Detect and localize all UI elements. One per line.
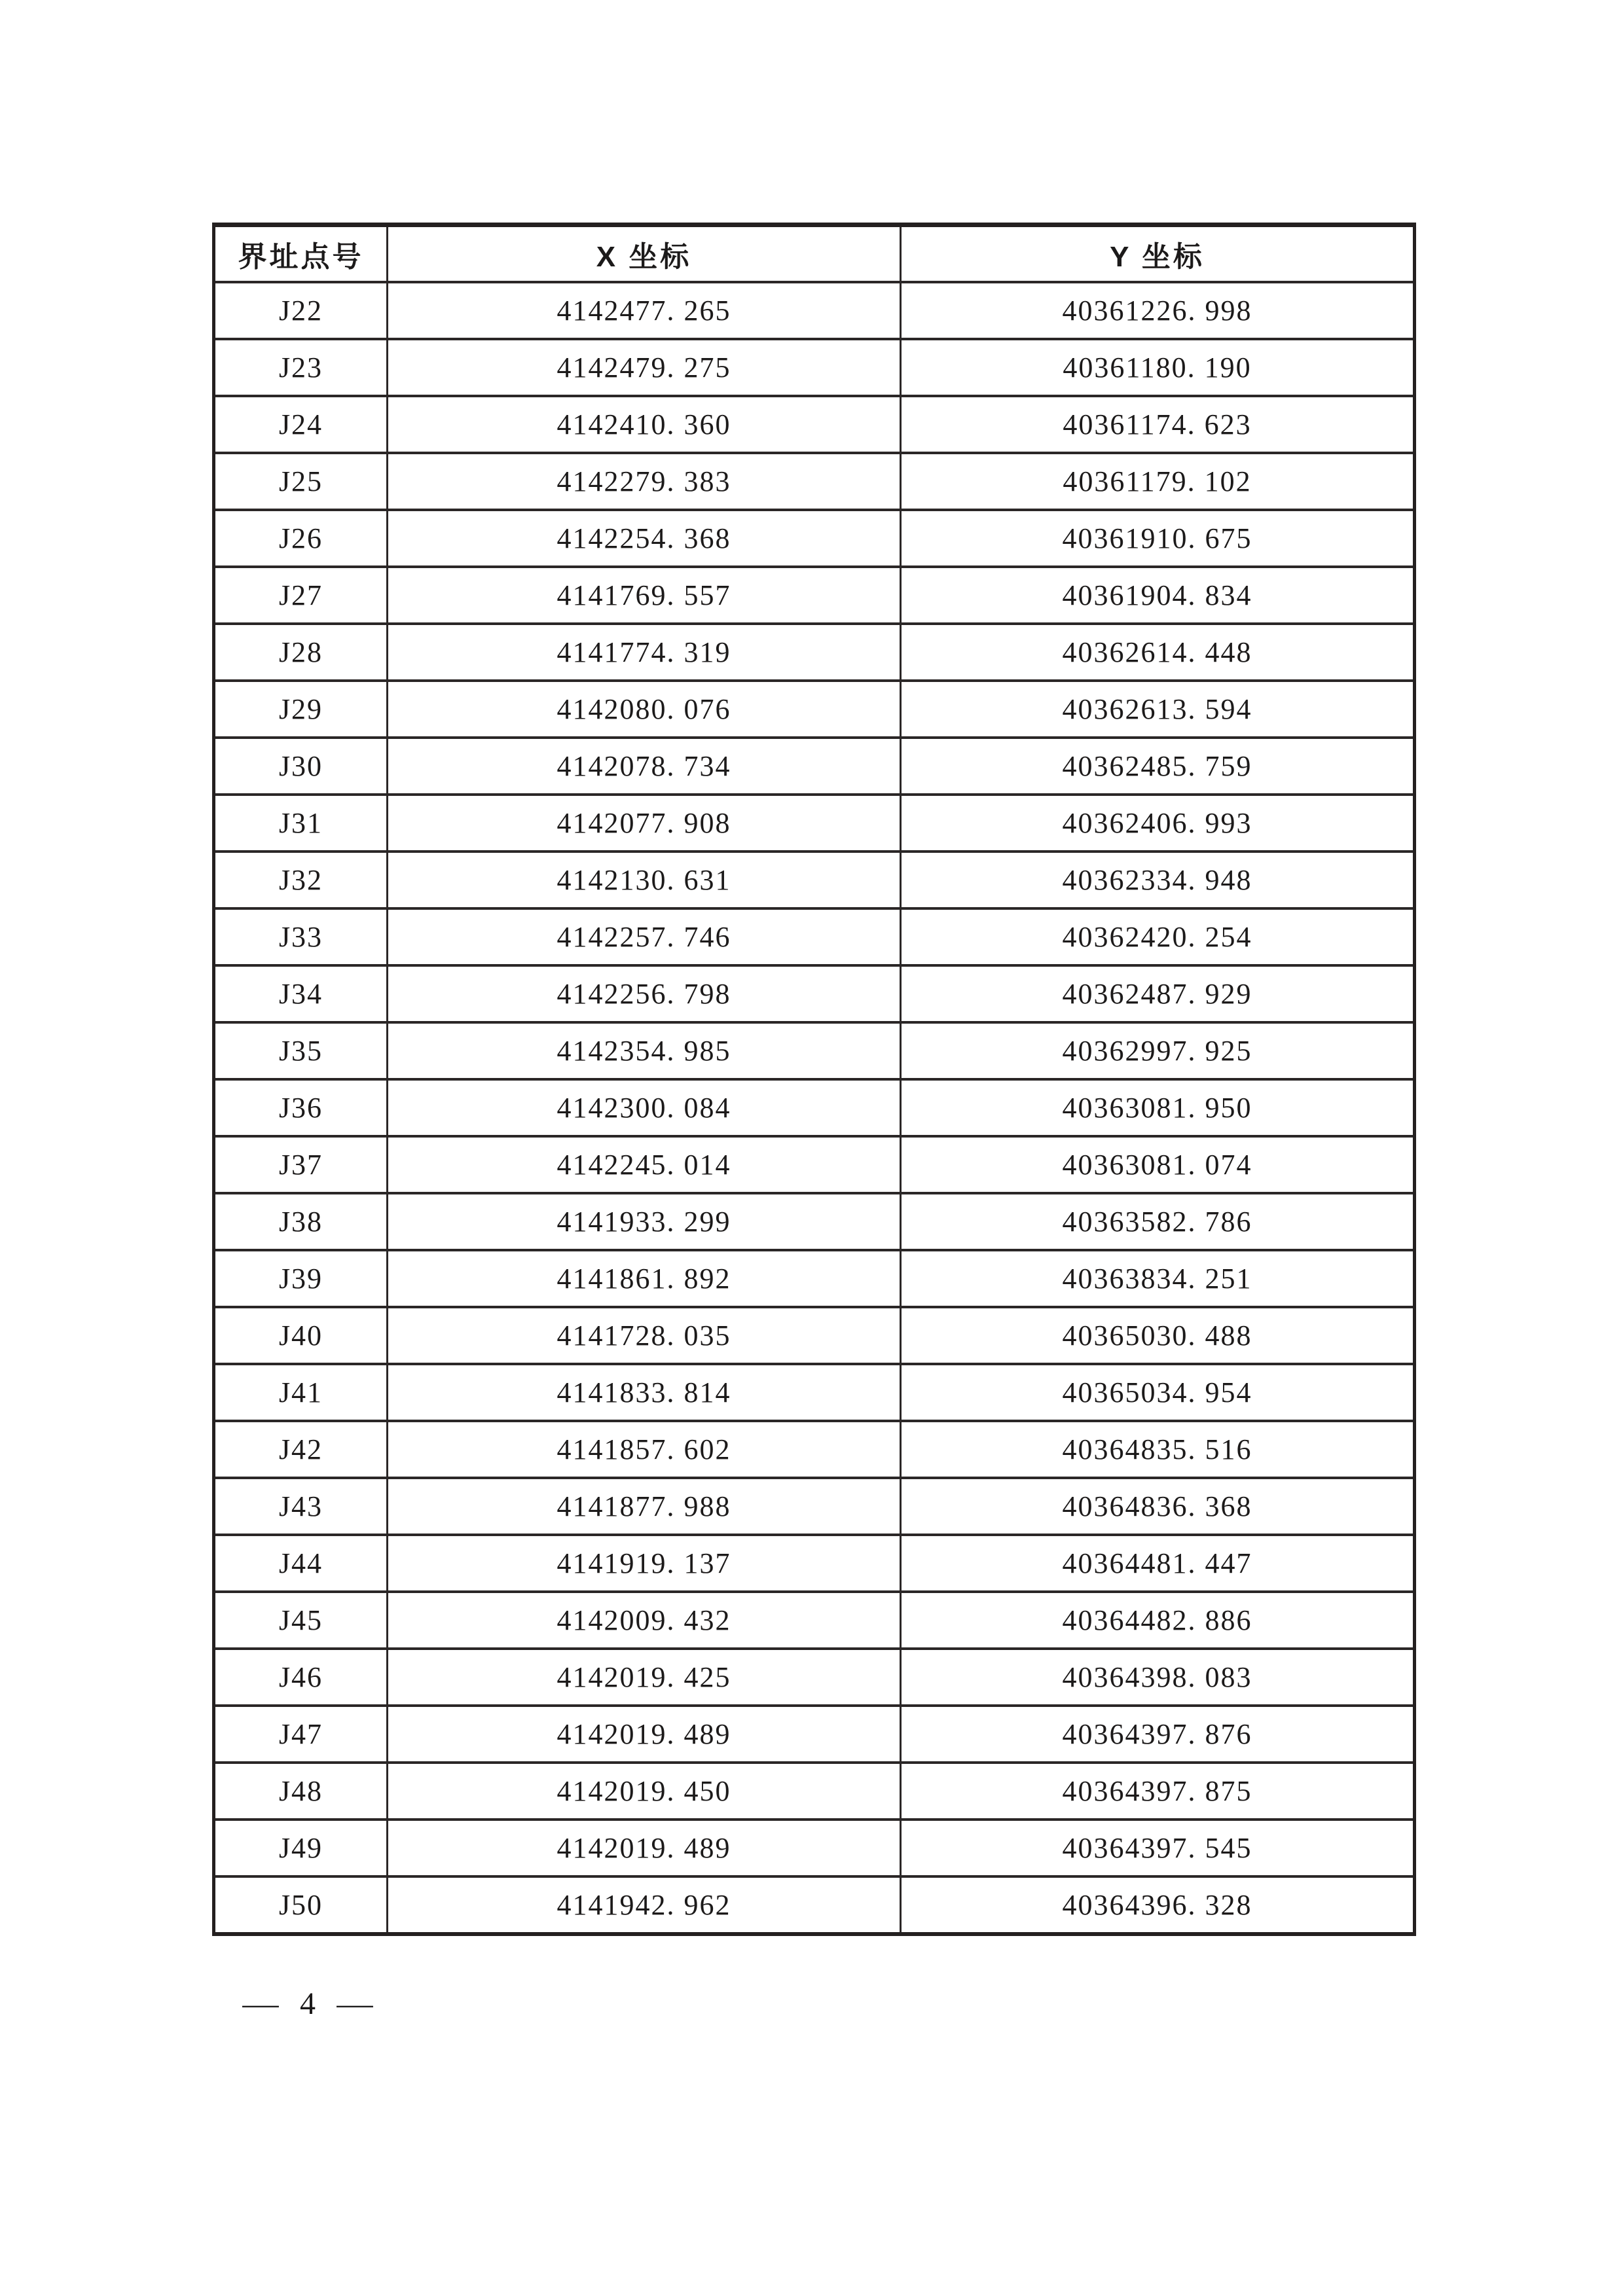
- y-coordinate-cell: 40361904. 834: [901, 567, 1415, 624]
- x-coordinate-cell: 4141877. 988: [388, 1478, 901, 1535]
- point-id-cell: J39: [214, 1250, 388, 1307]
- y-coordinate-cell: 40365034. 954: [901, 1364, 1415, 1421]
- y-coordinate-cell: 40364836. 368: [901, 1478, 1415, 1535]
- x-coordinate-cell: 4142354. 985: [388, 1022, 901, 1079]
- point-id-cell: J40: [214, 1307, 388, 1364]
- x-coordinate-cell: 4141857. 602: [388, 1421, 901, 1478]
- point-id-cell: J37: [214, 1136, 388, 1193]
- y-coordinate-cell: 40361226. 998: [901, 282, 1415, 339]
- y-coordinate-cell: 40361910. 675: [901, 510, 1415, 567]
- table-row: [214, 1876, 1415, 1934]
- point-id-cell: J41: [214, 1364, 388, 1421]
- y-coordinate-cell: 40363834. 251: [901, 1250, 1415, 1307]
- x-coordinate-cell: 4142019. 489: [388, 1820, 901, 1876]
- y-coordinate-cell: 40364397. 875: [901, 1763, 1415, 1820]
- point-id-cell: J48: [214, 1763, 388, 1820]
- point-id-cell: J42: [214, 1421, 388, 1478]
- x-coordinate-cell: 4142245. 014: [388, 1136, 901, 1193]
- y-coordinate-cell: 40362485. 759: [901, 738, 1415, 795]
- x-coordinate-cell: 4141942. 962: [388, 1876, 901, 1934]
- point-id-cell: J43: [214, 1478, 388, 1535]
- point-id-cell: J47: [214, 1706, 388, 1763]
- x-coordinate-cell: 4141728. 035: [388, 1307, 901, 1364]
- table-row: [214, 1250, 1415, 1307]
- point-id-cell: J38: [214, 1193, 388, 1250]
- footer-right-dash: —: [337, 1986, 373, 2021]
- point-id-cell: J29: [214, 681, 388, 738]
- x-coordinate-cell: 4142019. 450: [388, 1763, 901, 1820]
- table-row: [214, 510, 1415, 567]
- point-id-cell: J25: [214, 453, 388, 510]
- x-coordinate-cell: 4142254. 368: [388, 510, 901, 567]
- table-row: [214, 795, 1415, 852]
- x-coordinate-cell: 4142130. 631: [388, 852, 901, 908]
- y-coordinate-cell: 40364482. 886: [901, 1592, 1415, 1649]
- table-row: [214, 1022, 1415, 1079]
- y-coordinate-cell: 40362487. 929: [901, 965, 1415, 1022]
- table-row: [214, 1478, 1415, 1535]
- point-id-cell: J36: [214, 1079, 388, 1136]
- table-row: [214, 1421, 1415, 1478]
- y-coordinate-cell: 40364396. 328: [901, 1876, 1415, 1934]
- table-row: [214, 624, 1415, 681]
- y-coordinate-cell: 40365030. 488: [901, 1307, 1415, 1364]
- x-coordinate-cell: 4141774. 319: [388, 624, 901, 681]
- y-coordinate-cell: 40363582. 786: [901, 1193, 1415, 1250]
- y-coordinate-cell: 40362614. 448: [901, 624, 1415, 681]
- x-coordinate-cell: 4142019. 425: [388, 1649, 901, 1706]
- table-row: [214, 908, 1415, 965]
- table-row: [214, 1706, 1415, 1763]
- table-row: [214, 339, 1415, 396]
- table-row: [214, 1307, 1415, 1364]
- column-header-x-coordinate: X 坐标: [388, 225, 901, 283]
- x-coordinate-cell: 4141861. 892: [388, 1250, 901, 1307]
- point-id-cell: J46: [214, 1649, 388, 1706]
- x-coordinate-cell: 4141919. 137: [388, 1535, 901, 1592]
- x-coordinate-cell: 4142279. 383: [388, 453, 901, 510]
- x-coordinate-cell: 4142300. 084: [388, 1079, 901, 1136]
- x-coordinate-cell: 4141833. 814: [388, 1364, 901, 1421]
- x-coordinate-cell: 4142009. 432: [388, 1592, 901, 1649]
- table-row: [214, 453, 1415, 510]
- y-coordinate-cell: 40361180. 190: [901, 339, 1415, 396]
- x-coordinate-cell: 4142257. 746: [388, 908, 901, 965]
- table-row: [214, 852, 1415, 908]
- x-coordinate-cell: 4141933. 299: [388, 1193, 901, 1250]
- table-row: [214, 1193, 1415, 1250]
- point-id-cell: J49: [214, 1820, 388, 1876]
- y-coordinate-cell: 40364481. 447: [901, 1535, 1415, 1592]
- y-coordinate-cell: 40362420. 254: [901, 908, 1415, 965]
- point-id-cell: J22: [214, 282, 388, 339]
- page-footer: [242, 1986, 373, 2022]
- point-id-cell: J24: [214, 396, 388, 453]
- y-coordinate-cell: 40362334. 948: [901, 852, 1415, 908]
- x-coordinate-cell: 4142477. 265: [388, 282, 901, 339]
- y-coordinate-cell: 40363081. 950: [901, 1079, 1415, 1136]
- point-id-cell: J27: [214, 567, 388, 624]
- table-row: [214, 567, 1415, 624]
- boundary-point-coordinates-table: [212, 223, 1416, 1936]
- x-coordinate-cell: 4142019. 489: [388, 1706, 901, 1763]
- point-id-cell: J34: [214, 965, 388, 1022]
- table-row: [214, 1136, 1415, 1193]
- point-id-cell: J44: [214, 1535, 388, 1592]
- point-id-cell: J33: [214, 908, 388, 965]
- table-row: [214, 1592, 1415, 1649]
- x-coordinate-cell: 4142080. 076: [388, 681, 901, 738]
- point-id-cell: J30: [214, 738, 388, 795]
- table-row: [214, 282, 1415, 339]
- point-id-cell: J31: [214, 795, 388, 852]
- y-coordinate-cell: 40364397. 545: [901, 1820, 1415, 1876]
- y-coordinate-cell: 40363081. 074: [901, 1136, 1415, 1193]
- x-coordinate-cell: 4142479. 275: [388, 339, 901, 396]
- point-id-cell: J50: [214, 1876, 388, 1934]
- column-header-point-id: 界址点号: [214, 225, 388, 283]
- point-id-cell: J32: [214, 852, 388, 908]
- point-id-cell: J23: [214, 339, 388, 396]
- table-row: [214, 1649, 1415, 1706]
- point-id-cell: J26: [214, 510, 388, 567]
- table-row: [214, 1079, 1415, 1136]
- y-coordinate-cell: 40364398. 083: [901, 1649, 1415, 1706]
- table-row: [214, 1820, 1415, 1876]
- x-coordinate-cell: 4142256. 798: [388, 965, 901, 1022]
- table-row: [214, 738, 1415, 795]
- point-id-cell: J45: [214, 1592, 388, 1649]
- footer-left-dash: —: [242, 1986, 279, 2021]
- table-row: [214, 1364, 1415, 1421]
- y-coordinate-cell: 40361174. 623: [901, 396, 1415, 453]
- table-row: [214, 396, 1415, 453]
- y-coordinate-cell: 40362997. 925: [901, 1022, 1415, 1079]
- x-coordinate-cell: 4141769. 557: [388, 567, 901, 624]
- table-header-row: [214, 225, 1415, 283]
- table-row: [214, 1535, 1415, 1592]
- y-coordinate-cell: 40362613. 594: [901, 681, 1415, 738]
- x-coordinate-cell: 4142410. 360: [388, 396, 901, 453]
- point-id-cell: J35: [214, 1022, 388, 1079]
- x-coordinate-cell: 4142078. 734: [388, 738, 901, 795]
- column-header-y-coordinate: Y 坐标: [901, 225, 1415, 283]
- y-coordinate-cell: 40362406. 993: [901, 795, 1415, 852]
- table-row: [214, 681, 1415, 738]
- table-row: [214, 965, 1415, 1022]
- y-coordinate-cell: 40361179. 102: [901, 453, 1415, 510]
- table-row: [214, 1763, 1415, 1820]
- x-coordinate-cell: 4142077. 908: [388, 795, 901, 852]
- point-id-cell: J28: [214, 624, 388, 681]
- page-number: 4: [300, 1986, 316, 2021]
- table-body: [214, 282, 1415, 1934]
- y-coordinate-cell: 40364835. 516: [901, 1421, 1415, 1478]
- y-coordinate-cell: 40364397. 876: [901, 1706, 1415, 1763]
